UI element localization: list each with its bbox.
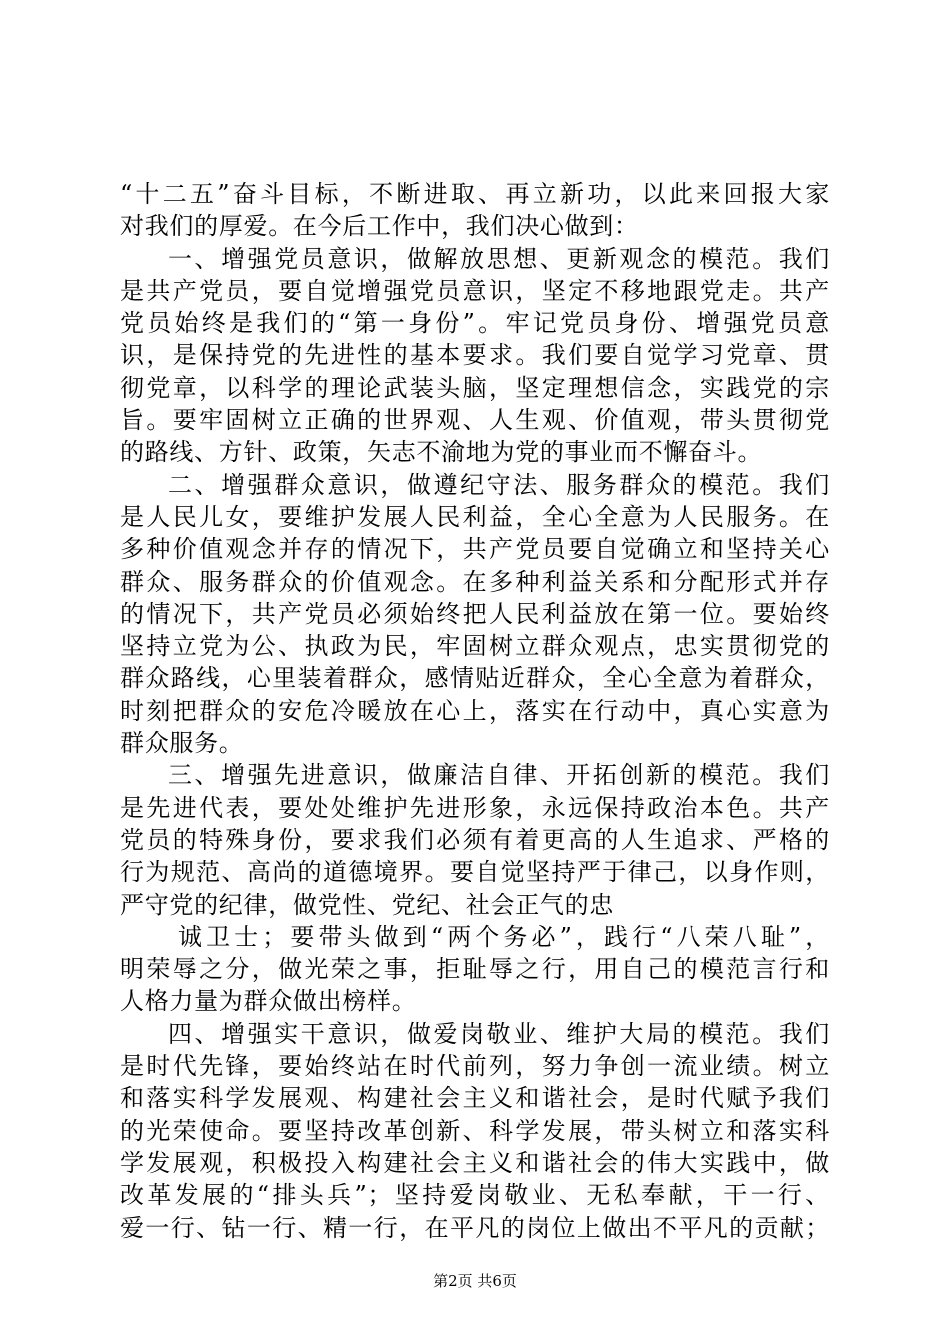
text-line: 是先进代表，要处处维护先进形象，永远保持政治本色。共产 (120, 793, 830, 822)
text-line: 行为规范、高尚的道德境界。要自觉坚持严于律己，以身作则， (120, 858, 830, 887)
text-line: 群众服务。 (120, 729, 244, 758)
text-line: 群众、服务群众的价值观念。在多种利益关系和分配形式并存 (120, 567, 830, 596)
text-line: 的光荣使命。要坚持改革创新、科学发展，带头树立和落实科 (120, 1116, 830, 1145)
text-line: 是时代先锋，要始终站在时代前列，努力争创一流业绩。树立 (120, 1052, 830, 1081)
text-line: 识，是保持党的先进性的基本要求。我们要自觉学习党章、贯 (120, 341, 830, 370)
text-line: 明荣辱之分，做光荣之事，拒耻辱之行，用自己的模范言行和 (120, 955, 830, 984)
text-line: 坚持立党为公、执政为民，牢固树立群众观点，忠实贯彻党的 (120, 632, 830, 661)
text-line: 是共产党员，要自觉增强党员意识，坚定不移地跟党走。共产 (120, 276, 830, 305)
text-line: “十二五”奋斗目标，不断进取、再立新功，以此来回报大家 (120, 180, 830, 208)
text-line: 爱一行、钻一行、精一行，在平凡的岗位上做出不平凡的贡献； (120, 1213, 830, 1242)
text-line: 时刻把群众的安危冷暖放在心上，落实在行动中，真心实意为 (120, 696, 830, 725)
text-line: 四、增强实干意识，做爱岗敬业、维护大局的模范。我们 (168, 1019, 830, 1048)
text-line: 群众路线，心里装着群众，感情贴近群众，全心全意为着群众， (120, 664, 830, 693)
text-line: 多种价值观念并存的情况下，共产党员要自觉确立和坚持关心 (120, 535, 830, 564)
text-line: 和落实科学发展观、构建社会主义和谐社会，是时代赋予我们 (120, 1084, 830, 1113)
text-line: 旨。要牢固树立正确的世界观、人生观、价值观，带头贯彻党 (120, 406, 830, 435)
text-line: 二、增强群众意识，做遵纪守法、服务群众的模范。我们 (168, 470, 830, 499)
text-line: 一、增强党员意识，做解放思想、更新观念的模范。我们 (168, 244, 830, 273)
text-line: 是人民儿女，要维护发展人民利益，全心全意为人民服务。在 (120, 502, 830, 531)
page-number: 第2页 共6页 (433, 1272, 517, 1290)
text-line: 党员的特殊身份，要求我们必须有着更高的人生追求、严格的 (120, 825, 830, 854)
text-line: 的情况下，共产党员必须始终把人民利益放在第一位。要始终 (120, 599, 830, 628)
text-line: 党员始终是我们的“第一身份”。牢记党员身份、增强党员意 (120, 309, 830, 338)
text-line: 人格力量为群众做出榜样。 (120, 987, 417, 1016)
text-line: 诚卫士；要带头做到“两个务必”，践行“八荣八耻”， (178, 922, 830, 951)
text-line: 彻党章，以科学的理论武装头脑，坚定理想信念，实践党的宗 (120, 373, 830, 402)
document-body (120, 178, 830, 1244)
text-line: 改革发展的“排头兵”；坚持爱岗敬业、无私奉献，干一行、 (120, 1181, 830, 1210)
text-line: 严守党的纪律，做党性、党纪、社会正气的忠 (120, 890, 614, 919)
text-line: 对我们的厚爱。在今后工作中，我们决心做到： (120, 212, 639, 241)
text-line: 的路线、方针、政策，矢志不渝地为党的事业而不懈奋斗。 (120, 438, 763, 467)
text-line: 三、增强先进意识，做廉洁自律、开拓创新的模范。我们 (168, 761, 830, 790)
page-footer (0, 1270, 950, 1291)
text-line: 学发展观，积极投入构建社会主义和谐社会的伟大实践中，做 (120, 1148, 830, 1177)
